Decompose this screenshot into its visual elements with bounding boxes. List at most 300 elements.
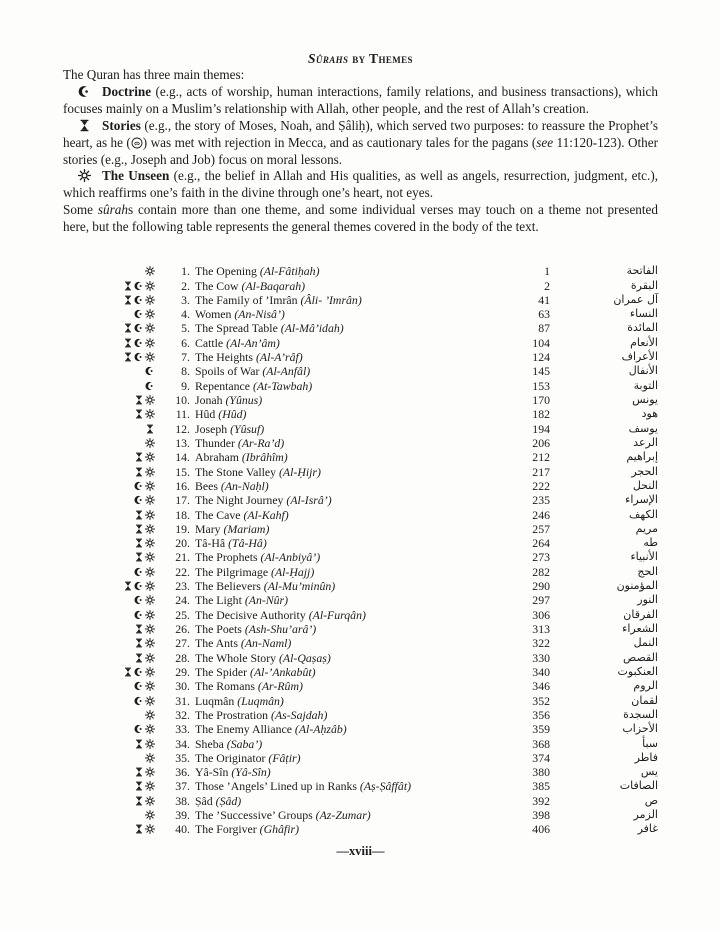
surah-arabic-name: الإسراء	[625, 493, 658, 507]
page-number: —xviii—	[336, 843, 385, 858]
surah-page-number: 340	[532, 664, 550, 679]
surah-arabic-name: الأحزاب	[622, 722, 658, 736]
surah-number: 17.	[175, 493, 190, 508]
surah-page-number: 124	[532, 350, 550, 365]
surah-arabic-name: الرعد	[633, 435, 658, 449]
surah-arabic-name: آل عمران	[613, 292, 658, 306]
table-row	[63, 679, 658, 693]
surah-number: 40.	[175, 822, 190, 837]
surah-title-english: The Originator	[195, 750, 266, 765]
row-theme-icons	[83, 710, 155, 720]
table-row	[63, 278, 658, 292]
stories-body-mid: ) was met with rejection in Mecca, and as cautionary tales for the pagans (	[142, 134, 537, 150]
surah-title	[195, 751, 301, 765]
surah-transliteration: (At-Tawbah)	[252, 378, 313, 393]
table-row	[63, 336, 658, 350]
surah-title	[195, 794, 241, 808]
surah-title-english: Hûd	[195, 407, 216, 422]
surah-arabic-name: الصافات	[619, 779, 658, 793]
surah-number: 19.	[175, 521, 190, 536]
surah-transliteration: (Ibrâhîm)	[241, 450, 288, 465]
surah-arabic-name: الأعراف	[621, 350, 658, 364]
row-theme-icons	[83, 467, 155, 477]
row-theme-icons	[83, 753, 155, 763]
surah-title-english: Mary	[195, 521, 221, 536]
surah-number: 5.	[181, 321, 190, 336]
surah-transliteration: (Al-Anfâl)	[262, 364, 311, 379]
surah-arabic-name: يونس	[632, 393, 658, 407]
table-row	[63, 407, 658, 421]
sun-icon	[78, 169, 91, 182]
surah-number: 22.	[175, 564, 190, 579]
surah-title-english: The Family of ’Imrân	[195, 292, 298, 307]
table-row	[63, 579, 658, 593]
surah-number: 10.	[175, 393, 190, 408]
surah-transliteration: (Al-Isrâ’)	[286, 493, 332, 508]
table-row	[63, 350, 658, 364]
surah-arabic-name: لقمان	[631, 693, 658, 707]
row-theme-icons	[83, 552, 155, 562]
surah-page-number: 170	[532, 393, 550, 408]
pbuh-symbol-icon	[131, 137, 143, 149]
table-row	[63, 293, 658, 307]
table-row	[63, 779, 658, 793]
row-theme-icons	[83, 781, 155, 791]
surah-title-english: Ṣâd	[195, 793, 213, 808]
row-theme-icons	[83, 767, 155, 777]
surah-transliteration: (Âli- ’Imrân)	[300, 292, 362, 307]
row-theme-icons	[83, 266, 155, 276]
row-theme-icons	[83, 824, 155, 834]
surah-page-number: 322	[532, 636, 550, 651]
surah-transliteration: (As-Sajdah)	[271, 707, 328, 722]
surah-title	[195, 350, 303, 364]
hourglass-icon	[78, 119, 91, 132]
surah-transliteration: (Al-An’âm)	[226, 335, 280, 350]
row-theme-icons	[83, 309, 155, 319]
surah-page-number: 264	[532, 536, 550, 551]
doctrine-label: Doctrine	[102, 83, 152, 99]
surah-title	[195, 450, 288, 464]
surah-arabic-name: يوسف	[628, 421, 658, 435]
surah-title	[195, 321, 344, 335]
surah-number: 1.	[181, 264, 190, 279]
surah-number: 11.	[175, 407, 190, 422]
surah-title	[195, 579, 335, 593]
table-row	[63, 808, 658, 822]
surah-title-english: Luqmân	[195, 693, 235, 708]
surah-title-english: Women	[195, 307, 232, 322]
table-row	[63, 550, 658, 564]
surah-page-number: 356	[532, 707, 550, 722]
surah-page-number: 392	[532, 793, 550, 808]
surah-title	[195, 279, 305, 293]
surah-number: 13.	[175, 435, 190, 450]
surah-page-number: 306	[532, 607, 550, 622]
surah-title	[195, 493, 332, 507]
surah-title	[195, 436, 284, 450]
surah-title	[195, 422, 264, 436]
surah-number: 30.	[175, 679, 190, 694]
note-text2: s contain more than one theme, and some individual verses may touch on a theme not presented here, but the following table represents the general themes covered in the body of the text.	[63, 202, 658, 235]
table-row	[63, 636, 658, 650]
surah-transliteration: (Al-Kahf)	[243, 507, 289, 522]
surah-arabic-name: النحل	[632, 478, 658, 492]
page-title-rest: by Themes	[348, 51, 413, 66]
table-row	[63, 364, 658, 378]
crescent-icon	[78, 85, 91, 98]
table-row	[63, 450, 658, 464]
surah-transliteration: (Al-A’râf)	[255, 350, 303, 365]
surah-title	[195, 307, 285, 321]
unseen-label: The Unseen	[102, 168, 170, 184]
surah-title-english: Bees	[195, 478, 218, 493]
surah-title-english: The Night Journey	[195, 493, 284, 508]
table-row	[63, 565, 658, 579]
unseen-body: (e.g., the belief in Allah and His qualities, as well as angels, resurrection, judgment, etc.), which reaffirms one’s faith in the divine through one’s heart, not eyes.	[63, 168, 659, 201]
table-row	[63, 321, 658, 335]
table-row	[63, 522, 658, 536]
surah-title	[195, 565, 314, 579]
surah-transliteration: (Az-Zumar)	[315, 808, 371, 823]
surah-title-english: Tâ-Hâ	[195, 536, 226, 551]
surah-number: 15.	[175, 464, 190, 479]
surah-arabic-name: الأنعام	[630, 335, 658, 349]
surah-title-english: The Heights	[195, 350, 253, 365]
surah-title-english: The Spider	[195, 664, 248, 679]
surah-transliteration: (Tâ-Hâ)	[228, 536, 267, 551]
surah-title-english: The Stone Valley	[195, 464, 277, 479]
table-row	[63, 307, 658, 321]
surah-title	[195, 665, 316, 679]
surah-page-number: 145	[532, 364, 550, 379]
surah-page-number: 398	[532, 808, 550, 823]
surah-page-number: 282	[532, 564, 550, 579]
stories-body-end: 11:120-123). Other stories (e.g., Joseph and Job) focus on moral lessons.	[63, 134, 659, 167]
table-row	[63, 708, 658, 722]
row-theme-icons	[83, 810, 155, 820]
surah-page-number: 273	[532, 550, 550, 565]
surah-title	[195, 479, 269, 493]
surah-arabic-name: غافر	[637, 822, 658, 836]
table-row	[63, 393, 658, 407]
surah-title	[195, 722, 347, 736]
row-theme-icons	[83, 381, 155, 391]
surah-number: 38.	[175, 793, 190, 808]
surah-transliteration: (An-Nisâ’)	[234, 307, 285, 322]
table-row	[63, 264, 658, 278]
surah-title	[195, 622, 316, 636]
row-theme-icons	[83, 696, 155, 706]
surah-theme-table	[63, 264, 658, 837]
surah-number: 7.	[181, 350, 190, 365]
surah-title-english: The Cow	[195, 278, 239, 293]
surah-arabic-name: ص	[644, 793, 658, 807]
note-paragraph	[63, 202, 658, 236]
row-theme-icons	[83, 681, 155, 691]
surah-number: 16.	[175, 478, 190, 493]
row-theme-icons	[83, 438, 155, 448]
surah-transliteration: (An-Naḥl)	[220, 478, 269, 493]
surah-number: 28.	[175, 650, 190, 665]
surah-title	[195, 465, 321, 479]
surah-transliteration: (Al-Mâ’idah)	[280, 321, 344, 336]
surah-transliteration: (Al-Ḥajj)	[271, 564, 315, 579]
row-theme-icons	[83, 338, 155, 348]
surah-number: 27.	[175, 636, 190, 651]
row-theme-icons	[83, 395, 155, 405]
surah-transliteration: (Al-Furqân)	[308, 607, 366, 622]
table-row	[63, 693, 658, 707]
surah-title	[195, 679, 303, 693]
table-row	[63, 536, 658, 550]
doctrine-body: (e.g., acts of worship, human interactions, family relations, and business transactions), which focuses mainly on a Muslim’s relationship with Allah, other people, and the rest of Allah’s creation.	[63, 83, 658, 116]
surah-arabic-name: مريم	[635, 521, 658, 535]
surah-page-number: 406	[532, 822, 550, 837]
row-theme-icons	[83, 567, 155, 577]
surah-page-number: 246	[532, 507, 550, 522]
surah-page-number: 297	[532, 593, 550, 608]
surah-transliteration: (Al-Ḥijr)	[279, 464, 321, 479]
surah-arabic-name: فاطر	[634, 750, 658, 764]
surah-page-number: 182	[532, 407, 550, 422]
surah-arabic-name: البقرة	[630, 278, 658, 292]
surah-arabic-name: الزمر	[633, 808, 658, 822]
stories-paragraph	[63, 118, 658, 169]
row-theme-icons	[83, 624, 155, 634]
surah-transliteration: (Saba’)	[226, 736, 263, 751]
surah-arabic-name: الحجر	[631, 464, 658, 478]
surah-title-english: Sheba	[195, 736, 224, 751]
surah-number: 39.	[175, 808, 190, 823]
row-theme-icons	[83, 409, 155, 419]
surah-page-number: 385	[532, 779, 550, 794]
surah-transliteration: (Ṣâd)	[215, 793, 242, 808]
surah-number: 36.	[175, 765, 190, 780]
surah-arabic-name: الشعراء	[622, 622, 658, 636]
surah-arabic-name: التوبة	[633, 378, 658, 392]
surah-title-english: Yâ-Sîn	[195, 765, 229, 780]
surah-number: 20.	[175, 536, 190, 551]
doctrine-paragraph	[63, 84, 658, 118]
surah-transliteration: (Luqmân)	[237, 693, 284, 708]
surah-title	[195, 694, 284, 708]
surah-page-number: 222	[532, 478, 550, 493]
surah-title	[195, 779, 411, 793]
page-title	[63, 50, 658, 67]
surah-transliteration: (Mariam)	[223, 521, 270, 536]
surah-arabic-name: السجدة	[623, 707, 658, 721]
surah-title-english: The Ants	[195, 636, 238, 651]
surah-arabic-name: يس	[640, 765, 658, 779]
surah-page-number: 330	[532, 650, 550, 665]
surah-transliteration: (Al-Mu’minûn)	[263, 579, 336, 594]
surah-title	[195, 508, 289, 522]
surah-number: 33.	[175, 722, 190, 737]
surah-title	[195, 522, 269, 536]
surah-arabic-name: الفرقان	[623, 607, 658, 621]
intro-paragraph: The Quran has three main themes:	[63, 67, 245, 82]
surah-transliteration: (Al-’Ankabût)	[250, 664, 316, 679]
table-row	[63, 622, 658, 636]
surah-title-english: The Cave	[195, 507, 241, 522]
surah-arabic-name: الكهف	[629, 507, 658, 521]
surah-transliteration: (Ar-Ra’d)	[237, 435, 285, 450]
surah-arabic-name: طه	[643, 536, 658, 550]
surah-page-number: 368	[532, 736, 550, 751]
surah-arabic-name: الأنفال	[628, 364, 658, 378]
surah-number: 18.	[175, 507, 190, 522]
surah-title	[195, 379, 312, 393]
note-text1: Some	[63, 202, 98, 218]
surah-title-english: The Poets	[195, 622, 242, 637]
table-row	[63, 665, 658, 679]
row-theme-icons	[83, 595, 155, 605]
row-theme-icons	[83, 510, 155, 520]
surah-title	[195, 708, 327, 722]
surah-transliteration: (Hûd)	[218, 407, 247, 422]
table-row	[63, 507, 658, 521]
surah-title	[195, 393, 262, 407]
surah-number: 29.	[175, 664, 190, 679]
surah-page-number: 1	[544, 264, 550, 279]
surah-number: 21.	[175, 550, 190, 565]
surah-number: 31.	[175, 693, 190, 708]
surah-number: 9.	[181, 378, 190, 393]
surah-transliteration: (Ash-Shu’arâ’)	[244, 622, 317, 637]
surah-arabic-name: سبأ	[642, 736, 658, 750]
row-theme-icons	[83, 352, 155, 362]
table-row	[63, 751, 658, 765]
surah-title-english: Repentance	[195, 378, 251, 393]
surah-page-number: 217	[532, 464, 550, 479]
surah-arabic-name: المائدة	[627, 321, 658, 335]
surah-title-english: The Light	[195, 593, 242, 608]
page-title-italic: Sûrahs	[308, 51, 349, 66]
table-row	[63, 722, 658, 736]
surah-title	[195, 336, 280, 350]
table-row	[63, 479, 658, 493]
row-theme-icons	[83, 424, 155, 434]
surah-arabic-name: القصص	[623, 650, 658, 664]
surah-title-english: The Decisive Authority	[195, 607, 306, 622]
surah-number: 3.	[181, 292, 190, 307]
row-theme-icons	[83, 724, 155, 734]
table-row	[63, 464, 658, 478]
surah-page-number: 313	[532, 622, 550, 637]
surah-transliteration: (Ar-Rûm)	[257, 679, 303, 694]
row-theme-icons	[83, 739, 155, 749]
surah-page-number: 2	[544, 278, 550, 293]
surah-title-english: The Romans	[195, 679, 255, 694]
surah-number: 6.	[181, 335, 190, 350]
row-theme-icons	[83, 452, 155, 462]
surah-page-number: 235	[532, 493, 550, 508]
surah-number: 24.	[175, 593, 190, 608]
row-theme-icons	[83, 481, 155, 491]
table-row	[63, 765, 658, 779]
stories-see-word: see	[536, 134, 554, 150]
surah-page-number: 346	[532, 679, 550, 694]
surah-number: 2.	[181, 278, 190, 293]
surah-page-number: 380	[532, 765, 550, 780]
surah-transliteration: (An-Naml)	[240, 636, 292, 651]
surah-number: 26.	[175, 622, 190, 637]
surah-number: 37.	[175, 779, 190, 794]
surah-number: 35.	[175, 750, 190, 765]
surah-arabic-name: إبراهيم	[626, 450, 658, 464]
surah-title-english: Spoils of War	[195, 364, 260, 379]
surah-page-number: 212	[532, 450, 550, 465]
surah-number: 25.	[175, 607, 190, 622]
surah-transliteration: (Yâ-Sîn)	[231, 765, 271, 780]
table-row	[63, 493, 658, 507]
surah-title-english: Thunder	[195, 435, 235, 450]
surah-title-english: The Opening	[195, 264, 257, 279]
table-row	[63, 794, 658, 808]
surah-title	[195, 407, 246, 421]
surah-title-english: The Whole Story	[195, 650, 277, 665]
surah-transliteration: (Yûsuf)	[230, 421, 265, 436]
surah-number: 23.	[175, 579, 190, 594]
surah-title	[195, 822, 299, 836]
surah-title-english: Abraham	[195, 450, 239, 465]
surah-arabic-name: العنكبوت	[617, 664, 658, 678]
surah-transliteration: (Al-Aḥzâb)	[294, 722, 347, 737]
surah-title	[195, 636, 291, 650]
surah-title-english: The Enemy Alliance	[195, 722, 292, 737]
surah-title	[195, 737, 262, 751]
surah-transliteration: (Aṣ-Ṣâffât)	[359, 779, 412, 794]
row-theme-icons	[83, 667, 155, 677]
surah-number: 34.	[175, 736, 190, 751]
surah-transliteration: (Al-Qaṣaṣ)	[279, 650, 331, 665]
surah-title	[195, 364, 310, 378]
stories-body-before: (e.g., the story of Moses, Noah, and Ṣâliḥ), which served two purposes: to reassure the Prophet’s heart, as he (	[63, 117, 659, 150]
unseen-paragraph	[63, 168, 658, 202]
surah-title-english: The Forgiver	[195, 822, 257, 837]
surah-number: 8.	[181, 364, 190, 379]
surah-number: 12.	[175, 421, 190, 436]
surah-arabic-name: هود	[641, 407, 658, 421]
surah-arabic-name: المؤمنون	[616, 579, 658, 593]
surah-transliteration: (Al-Baqarah)	[241, 278, 306, 293]
surah-title-english: The ’Successive’ Groups	[195, 808, 313, 823]
surah-transliteration: (Al-Anbiyâ’)	[260, 550, 321, 565]
surah-title	[195, 765, 271, 779]
row-theme-icons	[83, 323, 155, 333]
table-row	[63, 608, 658, 622]
surah-arabic-name: الأنبياء	[630, 550, 658, 564]
surah-title-english: Cattle	[195, 335, 224, 350]
surah-arabic-name: الحج	[637, 564, 658, 578]
table-row	[63, 822, 658, 836]
surah-page-number: 87	[538, 321, 550, 336]
surah-title-english: Jonah	[195, 393, 223, 408]
surah-transliteration: (Al-Fâtiḥah)	[259, 264, 320, 279]
surah-title-english: The Believers	[195, 579, 261, 594]
table-row	[63, 736, 658, 750]
note-italic: sûrah	[97, 202, 128, 218]
surah-title	[195, 808, 371, 822]
surah-title	[195, 608, 366, 622]
row-theme-icons	[83, 524, 155, 534]
row-theme-icons	[83, 638, 155, 648]
row-theme-icons	[83, 653, 155, 663]
row-theme-icons	[83, 581, 155, 591]
row-theme-icons	[83, 495, 155, 505]
surah-title-english: The Prophets	[195, 550, 258, 565]
